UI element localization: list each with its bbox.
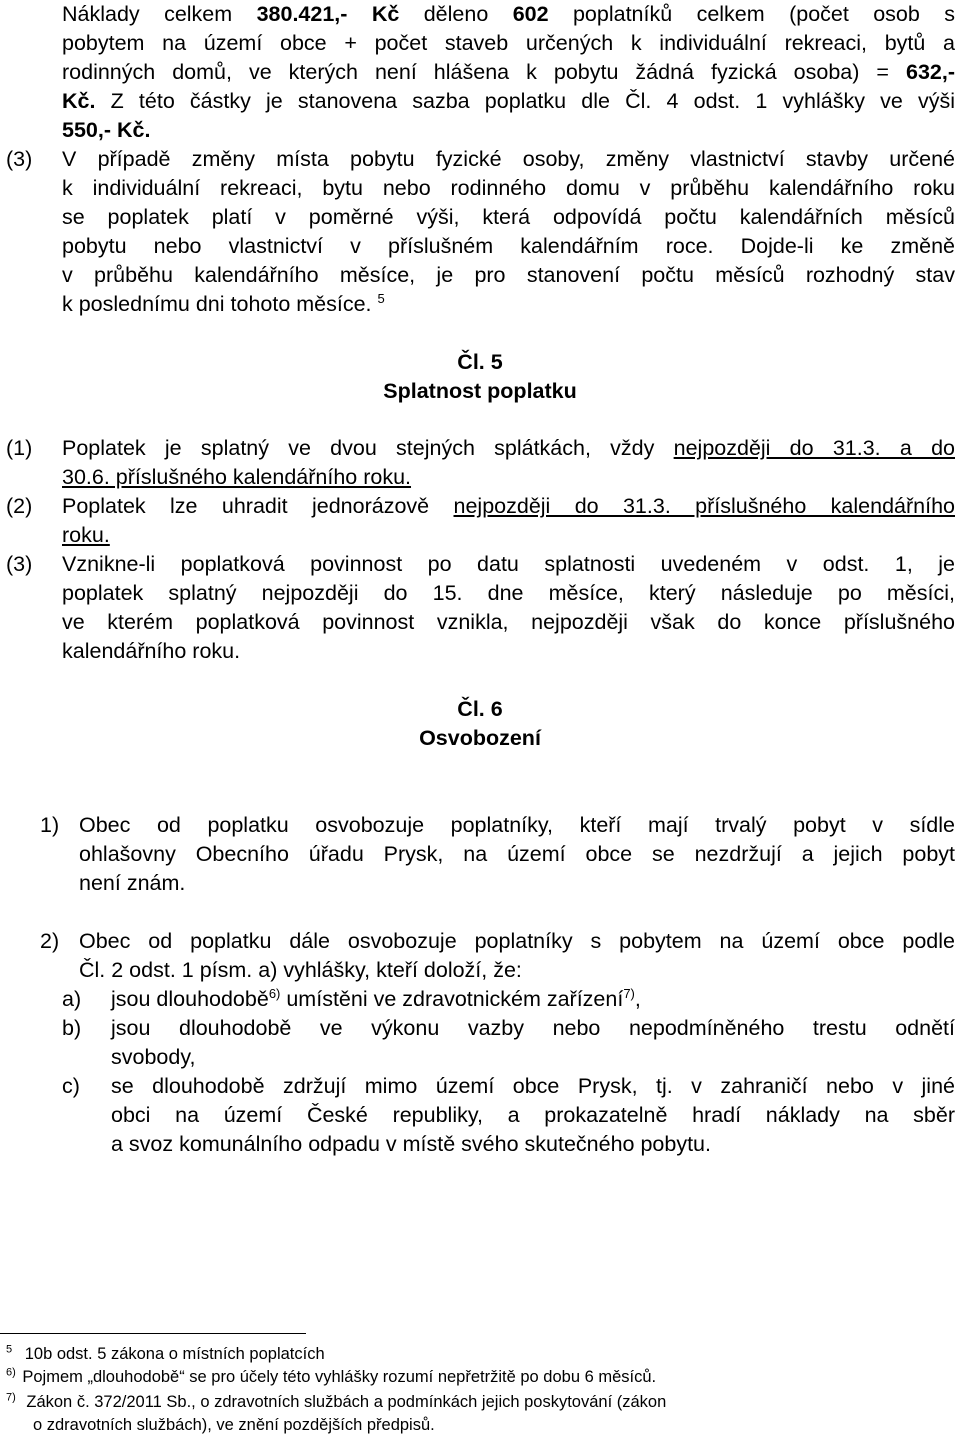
cost-text: poplatníků celkem (počet osob s bbox=[548, 2, 955, 26]
article-6-heading: Čl. 6 bbox=[457, 697, 503, 721]
payers-count: 602 bbox=[512, 2, 549, 26]
art6-subitem-b-line-1: jsou dlouhodobě ve výkonu vazby nebo nepodmíněného trestu odnětí bbox=[111, 1016, 955, 1040]
subitem-a-text: , bbox=[634, 987, 641, 1011]
para-3-line-6 bbox=[62, 290, 385, 319]
article-5-title: Splatnost poplatku bbox=[383, 379, 577, 403]
art6-item-1-line-1: Obec od poplatku osvobozuje poplatníky, kteří mají trvalý pobyt v sídle bbox=[79, 813, 955, 837]
footnote-5 bbox=[6, 1343, 325, 1365]
para-3-line-4: pobytu nebo vlastnictví v příslušném kalendářním roce. Dojde-li ke změně bbox=[62, 234, 955, 258]
footnote-7-text: Zákon č. 372/2011 Sb., o zdravotních službách a podmínkách jejich poskytování (zákon bbox=[26, 1393, 667, 1411]
art6-item-1-line-2: ohlašovny Obecního úřadu Prysk, na území obce se nezdržují a jejich pobyt bbox=[79, 842, 955, 866]
art5-item-1-line-2: 30.6. příslušného kalendářního roku. bbox=[62, 465, 412, 489]
art5-item-3-number: (3) bbox=[6, 552, 33, 576]
article-6-title: Osvobození bbox=[419, 726, 541, 750]
para-3-line-5: v průběhu kalendářního měsíce, je pro stanovení počtu měsíců rozhodný stav bbox=[62, 263, 955, 287]
cost-paragraph-line-1 bbox=[62, 0, 955, 29]
art5-item-3-line-3: ve kterém poplatková povinnost vznikla, nejpozději však do konce příslušného bbox=[62, 610, 955, 634]
art6-item-2-line-1: Obec od poplatku dále osvobozuje poplatníky s pobytem na území obce podle bbox=[79, 929, 955, 953]
footnote-6-marker: 6) bbox=[6, 1366, 16, 1379]
art5-item-2-deadline: nejpozději do 31.3. příslušného kalendářního bbox=[453, 494, 955, 518]
para-3-line-3: se poplatek platí v poměrné výši, která odpovídá počtu kalendářních měsíců bbox=[62, 205, 955, 229]
cost-text: rodinných domů, ve kterých není hlášena k pobytu žádná fyzická osoba) = bbox=[62, 60, 906, 84]
footnote-ref-7[interactable]: 7) bbox=[623, 985, 635, 1001]
art5-item-3-line-4: kalendářního roku. bbox=[62, 639, 241, 663]
art6-subitem-b-line-2: svobody, bbox=[111, 1045, 196, 1069]
art5-item-1-text: Poplatek je splatný ve dvou stejných splátkách, vždy bbox=[62, 436, 674, 460]
para-3-line-1: V případě změny místa pobytu fyzické osoby, změny vlastnictví stavby určené bbox=[62, 147, 955, 171]
cost-per-payer: 632,- bbox=[905, 60, 955, 84]
footnote-6 bbox=[6, 1366, 656, 1388]
art6-item-1-number: 1) bbox=[40, 813, 60, 837]
cost-text: Z této částky je stanovena sazba poplatku dle Čl. 4 odst. 1 vyhlášky ve výši bbox=[95, 89, 955, 113]
art6-subitem-a-line-1 bbox=[111, 985, 641, 1014]
art5-item-2-number: (2) bbox=[6, 494, 33, 518]
rate-amount: 550,- Kč. bbox=[62, 118, 151, 142]
art5-item-1-line-1 bbox=[62, 434, 955, 463]
footnote-7-marker: 7) bbox=[6, 1391, 16, 1404]
footnote-ref-6[interactable]: 6) bbox=[268, 985, 281, 1001]
art6-subitem-c-marker: c) bbox=[62, 1074, 80, 1098]
para-3-line-2: k individuální rekreaci, bytu nebo rodinného domu v průběhu kalendářního roku bbox=[62, 176, 955, 200]
cost-paragraph-line-2: pobytem na území obce + počet staveb určených k individuální rekreaci, bytů a bbox=[62, 31, 955, 55]
para-3-text: k poslednímu dni tohoto měsíce. bbox=[62, 292, 378, 316]
art5-item-2-line-2: roku. bbox=[62, 523, 110, 547]
currency-label: Kč. bbox=[62, 89, 96, 113]
art5-item-3-line-1: Vznikne-li poplatková povinnost po datu splatnosti uvedeném v odst. 1, je bbox=[62, 552, 955, 576]
footnote-7-line-1 bbox=[6, 1391, 956, 1413]
footnote-5-marker: 5 bbox=[6, 1343, 13, 1356]
art6-item-2-number: 2) bbox=[40, 929, 60, 953]
art6-subitem-c-line-2: obci na území České republiky, a prokazatelně hradí náklady na sběr bbox=[111, 1103, 955, 1127]
cost-text: děleno bbox=[399, 2, 513, 26]
footnote-5-text: 10b odst. 5 zákona o místních poplatcích bbox=[24, 1345, 325, 1363]
cost-paragraph-line-3 bbox=[62, 58, 955, 87]
cost-paragraph-line-4 bbox=[62, 87, 955, 116]
para-3-number: (3) bbox=[6, 147, 33, 171]
art6-item-2-line-2: Čl. 2 odst. 1 písm. a) vyhlášky, kteří doloží, že: bbox=[79, 958, 522, 982]
art5-item-2-line-1 bbox=[62, 492, 955, 521]
art5-item-1-deadline: nejpozději do 31.3. a do bbox=[673, 436, 955, 460]
footnote-ref-5[interactable]: 5 bbox=[377, 290, 385, 306]
art6-subitem-a-marker: a) bbox=[62, 987, 82, 1011]
art6-subitem-b-marker: b) bbox=[62, 1016, 82, 1040]
art5-item-2-text: Poplatek lze uhradit jednorázově bbox=[62, 494, 454, 518]
cost-text: Náklady celkem bbox=[62, 2, 257, 26]
total-costs: 380.421,- Kč bbox=[256, 2, 400, 26]
article-5-heading: Čl. 5 bbox=[457, 350, 503, 374]
footnote-separator bbox=[0, 1333, 306, 1334]
art5-item-3-line-2: poplatek splatný nejpozději do 15. dne měsíce, který následuje po měsíci, bbox=[62, 581, 955, 605]
subitem-a-text: jsou dlouhodobě bbox=[111, 987, 269, 1011]
art6-item-1-line-3: není znám. bbox=[79, 871, 186, 895]
art5-item-1-number: (1) bbox=[6, 436, 33, 460]
art6-subitem-c-line-3: a svoz komunálního odpadu v místě svého skutečného pobytu. bbox=[111, 1132, 711, 1156]
art6-subitem-c-line-1: se dlouhodobě zdržují mimo území obce Prysk, tj. v zahraničí nebo v jiné bbox=[111, 1074, 955, 1098]
footnote-7-line-2: o zdravotních službách), ve znění pozdějších předpisů. bbox=[33, 1416, 435, 1434]
footnote-6-text: Pojmem „dlouhodobě“ se pro účely této vyhlášky rozumí nepřetržitě po dobu 6 měsíců. bbox=[22, 1368, 657, 1386]
subitem-a-text: umístěni ve zdravotnickém zařízení bbox=[280, 987, 624, 1011]
